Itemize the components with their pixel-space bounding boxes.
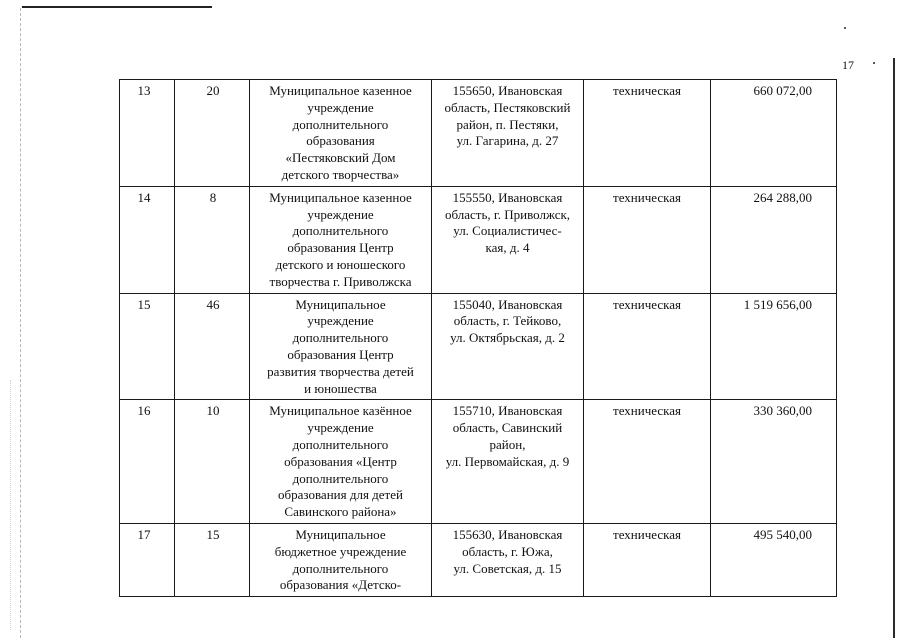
address-line: ул. Социалистичес-	[453, 223, 562, 239]
institution-name-line: образования «Детско-	[279, 577, 402, 593]
sum-value: 1 519 656,00	[743, 296, 812, 312]
sum-value: 264 288,00	[753, 189, 812, 205]
registry-number: 10	[206, 403, 220, 419]
sum-value: 330 360,00	[753, 403, 812, 419]
institution-name-line: Муниципальное	[295, 296, 386, 312]
type-value: техническая	[613, 83, 681, 98]
address-line: 155040, Ивановская	[452, 296, 563, 312]
sum-cell	[711, 186, 837, 293]
institution-name-line: детского творчества»	[281, 166, 400, 182]
registry-number-cell	[175, 293, 250, 400]
institution-name-line: Муниципальное казенное	[269, 189, 412, 205]
institution-name-cell	[250, 293, 432, 400]
row-number-cell	[120, 293, 175, 400]
scan-speck	[844, 27, 846, 29]
address-line: 155650, Ивановская	[452, 83, 563, 98]
institution-name-line: Муниципальное казённое	[269, 403, 412, 419]
registry-number-cell	[175, 80, 250, 187]
address-line: ул. Советская, д. 15	[453, 560, 562, 576]
registry-number-cell	[175, 523, 250, 596]
row-number: 14	[137, 189, 151, 205]
registry-number-cell	[175, 400, 250, 524]
row-number-cell	[120, 80, 175, 187]
sum-cell	[711, 293, 837, 400]
address-cell	[432, 186, 584, 293]
institution-name-cell	[250, 186, 432, 293]
scan-speck	[873, 62, 875, 64]
sum-cell	[711, 523, 837, 596]
institution-name-line: дополнительного	[292, 560, 389, 576]
registry-number: 15	[206, 526, 220, 542]
institution-name-cell	[250, 80, 432, 187]
institution-name-line: дополнительного	[292, 330, 389, 346]
address-line: 155710, Ивановская	[452, 403, 563, 419]
scan-artifact-left-edge	[20, 8, 22, 638]
address-cell	[432, 523, 584, 596]
table-row	[120, 400, 837, 524]
address-line: 155630, Ивановская	[452, 526, 563, 542]
row-number-cell	[120, 523, 175, 596]
address-line: область, г. Приволжск,	[444, 206, 571, 222]
address-line: ул. Гагарина, д. 27	[456, 133, 559, 149]
table-row	[120, 186, 837, 293]
type-value: техническая	[613, 526, 681, 542]
row-number: 15	[137, 296, 151, 312]
institution-name-line: учреждение	[307, 99, 374, 115]
address-cell	[432, 400, 584, 524]
institution-name-cell	[250, 523, 432, 596]
institution-name-line: и юношества	[304, 380, 377, 396]
institution-name-line: детского и юношеского	[275, 256, 406, 272]
registry-number: 46	[206, 296, 220, 312]
institution-name-line: бюджетное учреждение	[274, 543, 407, 559]
table-row	[120, 523, 837, 596]
address-line: ул. Первомайская, д. 9	[445, 453, 570, 469]
row-number-cell	[120, 400, 175, 524]
row-number: 13	[137, 83, 151, 98]
sum-cell	[711, 400, 837, 524]
sum-value: 660 072,00	[753, 83, 812, 98]
institution-name-line: Савинского района»	[284, 504, 397, 520]
address-line: область, г. Южа,	[462, 543, 553, 559]
address-line: кая, д. 4	[485, 240, 530, 256]
scan-artifact-top-line	[22, 6, 212, 8]
registry-number: 8	[209, 189, 217, 205]
type-cell	[584, 400, 711, 524]
address-cell	[432, 293, 584, 400]
institution-name-line: творчества г. Приволжска	[269, 273, 412, 289]
address-line: ул. Октябрьская, д. 2	[450, 330, 565, 346]
institution-name-line: образования Центр	[287, 240, 394, 256]
type-value: техническая	[613, 403, 681, 419]
sum-cell	[711, 80, 837, 187]
institution-name-cell	[250, 400, 432, 524]
row-number: 16	[137, 403, 151, 419]
institution-name-line: учреждение	[307, 420, 374, 436]
institution-name-line: дополнительного	[292, 436, 389, 452]
address-line: область, Пестяковский	[444, 99, 571, 115]
institution-name-line: дополнительного	[292, 116, 389, 132]
institution-name-line: образования «Центр	[284, 453, 397, 469]
institution-name-line: образования Центр	[287, 346, 394, 362]
institution-name-line: образования	[306, 133, 375, 149]
type-value: техническая	[613, 189, 681, 205]
scan-artifact-right-edge	[893, 58, 895, 638]
institutions-table	[119, 79, 837, 597]
registry-number: 20	[206, 83, 220, 98]
institution-name-line: дополнительного	[292, 470, 389, 486]
institution-name-line: Муниципальное	[295, 526, 386, 542]
address-line: область, г. Тейково,	[453, 313, 562, 329]
scan-artifact-left-edge-faint	[10, 380, 12, 630]
row-number-cell	[120, 186, 175, 293]
type-cell	[584, 293, 711, 400]
institution-name-line: дополнительного	[292, 223, 389, 239]
page-number: 17	[842, 58, 854, 72]
row-number: 17	[137, 526, 151, 542]
address-line: область, Савинский	[452, 420, 563, 436]
type-cell	[584, 80, 711, 187]
institution-name-line: учреждение	[307, 206, 374, 222]
address-line: район, п. Пестяки,	[456, 116, 559, 132]
address-cell	[432, 80, 584, 187]
institution-name-line: образования для детей	[278, 487, 403, 503]
institution-name-line: учреждение	[307, 313, 374, 329]
table-row	[120, 293, 837, 400]
type-value: техническая	[613, 296, 681, 312]
table-row	[120, 80, 837, 187]
address-line: район,	[489, 436, 526, 452]
type-cell	[584, 186, 711, 293]
institution-name-line: Муниципальное казенное	[269, 83, 412, 98]
type-cell	[584, 523, 711, 596]
sum-value: 495 540,00	[753, 526, 812, 542]
registry-number-cell	[175, 186, 250, 293]
institution-name-line: развития творчества детей	[267, 363, 414, 379]
institution-name-line: «Пестяковский Дом	[285, 150, 396, 166]
address-line: 155550, Ивановская	[452, 189, 563, 205]
